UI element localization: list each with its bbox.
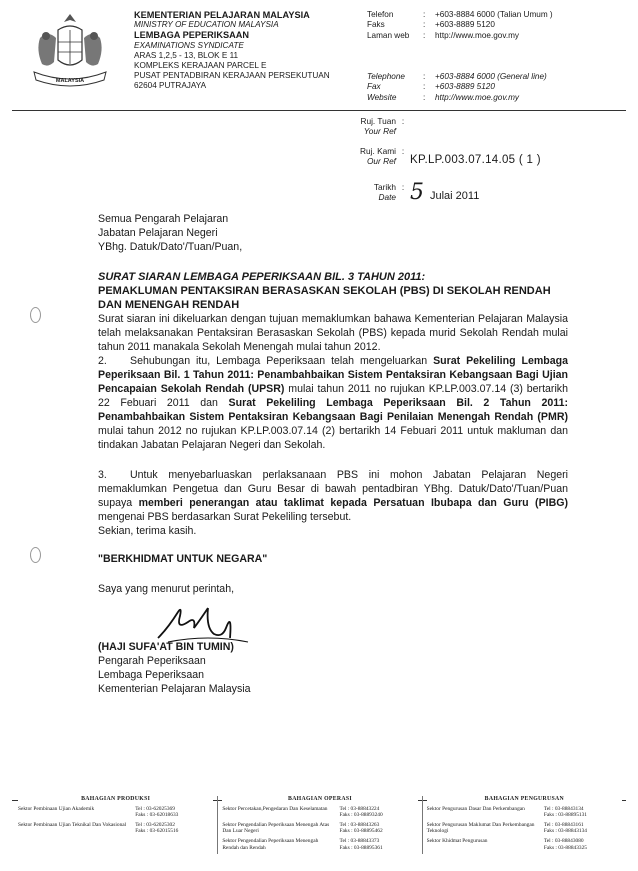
- address-line: KOMPLEKS KERAJAAN PARCEL E: [134, 61, 267, 71]
- reference-block: [340, 116, 541, 208]
- letter-body: [98, 212, 568, 696]
- subject-line: PEMAKLUMAN PENTAKSIRAN BERASASKAN SEKOLAH (PBS) DI SEKOLAH RENDAH DAN MENENGAH RENDAH: [98, 285, 551, 311]
- fax-value: +603-8889 5120: [435, 20, 495, 30]
- footer-division: BAHAGIAN OPERASI Sektor Percetakan,Pengedaran Dan Keselamatan Tel : 03-88843224 Faks : 03-88893240 Sektor Pengendalian Peperiksaan Menengah Atas Dan Luar Negeri Tel : 03-88843263 Faks : 03-88895462 Sektor Pengendalian Peperiksaan Menengah Rendah dan Rendah Tel : 03-88843373 Faks : 03-88895361: [217, 796, 421, 854]
- address-line: ARAS 1,2,5 - 13, BLOK E 11: [134, 50, 239, 60]
- our-ref-row: Ruj. Kami Our Ref : KP.LP.003.07.14.05 ( 1 ): [360, 146, 541, 166]
- footer-sector: Sektor Percetakan,Pengedaran Dan Keselamatan Tel : 03-88843224 Faks : 03-88893240: [222, 805, 383, 819]
- footer-sector: Sektor Pengendalian Peperiksaan Menengah Rendah dan Rendah Tel : 03-88843373 Faks : 03-88895361: [222, 837, 383, 851]
- header-divider: [12, 110, 626, 111]
- phone-label: Telefon: [367, 10, 394, 19]
- closing: Sekian, terima kasih.: [98, 525, 197, 537]
- contact-block-en: Telephone : +603-8884 6000 (General line) Fax : +603-8889 5120 Website : http://www.moe.gov.my: [367, 72, 547, 102]
- website-label: Laman web: [367, 30, 410, 40]
- phone-label: Telephone: [367, 72, 405, 81]
- board-name: LEMBAGA PEPERIKSAAN: [134, 30, 250, 41]
- footer-sector: Sektor Pengurusan Maklumat Dan Perkembangan Teknologi Tel : 03-88843161 Faks : 03-88843134: [426, 821, 587, 835]
- ministry-name: KEMENTERIAN PELAJARAN MALAYSIA: [134, 10, 310, 20]
- coat-of-arms-icon: [20, 8, 120, 93]
- signer-title: Lembaga Peperiksaan: [98, 669, 205, 681]
- subject-line: SURAT SIARAN LEMBAGA PEPERIKSAAN BIL. 3 TAHUN 2011:: [98, 271, 426, 283]
- motto: "BERKHIDMAT UNTUK NEGARA": [98, 553, 268, 565]
- paragraph-2: 2. Sehubungan itu, Lembaga Peperiksaan telah mengeluarkan Surat Pekeliling Lembaga Peperiksaan Bil. 1 Tahun 2011: Penambahbaikan Sistem Pentaksiran Kebangsaan Bagi Ujian Pencapaian Sekolah Rendah (UPSR) mulai tahun 2011 no rujukan KP.LP.003.07.14 (3) bertarikh 22 Febuari 2011 dan Surat Pekeliling Lembaga Peperiksaan Bil. 2 Tahun 2011: Penambahbaikan Sistem Pentaksiran Kebangsaan Bagi Penilaian Menengah Rendah (PMR) mulai tahun 2012 no rujukan KP.LP.003.07.14 (2) bertarikh 14 Febuari 2011 untuk makluman dan tindakan Jabatan Pelajaran Negeri dan Sekolah.: [98, 355, 568, 451]
- signer-title: Kementerian Pelajaran Malaysia: [98, 683, 251, 695]
- pibg-briefing: memberi penerangan atau taklimat kepada Persatuan Ibubapa dan Guru (PIBG): [138, 497, 568, 509]
- circular-upsr: Surat Pekeliling Lembaga Peperiksaan Bil. 1 Tahun 2011: Penambahbaikan Sistem Pentaksiran Kebangsaan Bagi Ujian Pencapaian Sekolah Rendah (UPSR): [98, 355, 568, 395]
- paragraph-1: Surat siaran ini dikeluarkan dengan tujuan memaklumkan bahawa Kementerian Pelajaran Malaysia telah melaksanakan Pentaksiran Berasaskan Sekolah (PBS) kepada murid Sekolah Rendah mulai tahun 2011 manakala Sekolah Menengah mulai tahun 2012.: [98, 313, 568, 353]
- organization-block: [134, 10, 344, 92]
- signer-title: Pengarah Peperiksaan: [98, 655, 206, 667]
- address-line: PUSAT PENTADBIRAN KERAJAAN PERSEKUTUAN: [134, 71, 330, 81]
- footer-sector: Sektor Pengendalian Peperiksaan Menengah Atas Dan Luar Negeri Tel : 03-88843263 Faks : 03-88895462: [222, 821, 383, 835]
- our-ref-value: KP.LP.003.07.14.05 ( 1 ): [410, 154, 541, 166]
- paragraph-3: 3. Untuk menyebarluaskan perlaksanaan PBS ini mohon Jabatan Pelajaran Negeri memaklumkan Pengetua dan Guru Besar di bawah pentadbiran YBhg. Datuk/Dato'/Tuan/Puan supaya memberi penerangan atau taklimat kepada Persatuan Ibubapa dan Guru (PIBG) mengenai PBS berdasarkan Surat Pekeliling tersebut.: [98, 469, 568, 523]
- website-link[interactable]: http://www.moe.gov.my: [435, 92, 520, 102]
- punch-hole: [30, 547, 41, 563]
- date-value: Julai 2011: [430, 190, 480, 202]
- signature-icon: [148, 598, 298, 644]
- salutation: YBhg. Datuk/Dato'/Tuan/Puan,: [98, 241, 243, 253]
- website-link[interactable]: http://www.moe.gov.my: [435, 30, 520, 40]
- ministry-name-en: MINISTRY OF EDUCATION MALAYSIA: [134, 20, 279, 30]
- crest-motto: MALAYSIA: [55, 78, 85, 84]
- signer-name: (HAJI SUFA'AT BIN TUMIN): [98, 641, 234, 653]
- footer-sector: Sektor Pembinaan Ujian Akademik Tel : 03-62025369 Faks : 03-62018633: [18, 805, 179, 819]
- date-row: Tarikh Date : 5 Julai 2011: [373, 180, 480, 205]
- circular-pmr: Surat Pekeliling Lembaga Peperiksaan Bil. 2 Tahun 2011: Penambahbaikan Sistem Pentaksiran Kebangsaan Bagi Penilaian Menengah Rendah (PMR): [98, 397, 568, 423]
- order-line: Saya yang menurut perintah,: [98, 583, 235, 595]
- subject: [98, 270, 568, 312]
- footer: [14, 796, 626, 854]
- footer-division: BAHAGIAN PRODUKSI Sektor Pembinaan Ujian Akademik Tel : 03-62025369 Faks : 03-62018633 Sektor Pembinaan Ujian Teknikal Dan Vokasional Tel : 03-62025302 Faks : 03-62015516: [14, 796, 217, 854]
- fax-label: Faks: [367, 20, 385, 30]
- contact-block: Telefon : +603-8884 6000 (Talian Umum ) Faks : +603-8889 5120 Laman web : http://www.moe.gov.my: [367, 10, 553, 40]
- footer-sector: Sektor Khidmat Pengurusan Tel : 03-88843080 Faks : 03-88843325: [426, 837, 587, 851]
- recipient: Jabatan Pelajaran Negeri: [98, 227, 218, 239]
- website-label: Website: [367, 92, 397, 102]
- your-ref-row: Ruj. Tuan Your Ref :: [360, 116, 405, 136]
- phone-value: +603-8884 6000 (Talian Umum ): [435, 10, 553, 19]
- footer-division: BAHAGIAN PENGURUSAN Sektor Pengurusan Dasar Dan Perkembangan Tel : 03-88843134 Faks : 03-88895131 Sektor Pengurusan Maklumat Dan Perkembangan Teknologi Tel : 03-88843161 Faks : 03-88843134 Sektor Khidmat Pengurusan Tel : 03-88843080 Faks : 03-88843325: [422, 796, 626, 854]
- footer-sector: Sektor Pengurusan Dasar Dan Perkembangan Tel : 03-88843134 Faks : 03-88895131: [426, 805, 587, 819]
- phone-value: +603-8884 6000 (General line): [435, 72, 547, 81]
- recipient: Semua Pengarah Pelajaran: [98, 213, 229, 225]
- punch-hole: [30, 307, 41, 323]
- board-name-en: EXAMINATIONS SYNDICATE: [134, 40, 244, 50]
- fax-label: Fax: [367, 82, 381, 92]
- footer-sector: Sektor Pembinaan Ujian Teknikal Dan Vokasional Tel : 03-62025302 Faks : 03-62015516: [18, 821, 179, 835]
- fax-value: +603-8889 5120: [435, 82, 495, 92]
- handwritten-day: 5: [410, 180, 424, 205]
- address-line: 62604 PUTRAJAYA: [134, 81, 207, 91]
